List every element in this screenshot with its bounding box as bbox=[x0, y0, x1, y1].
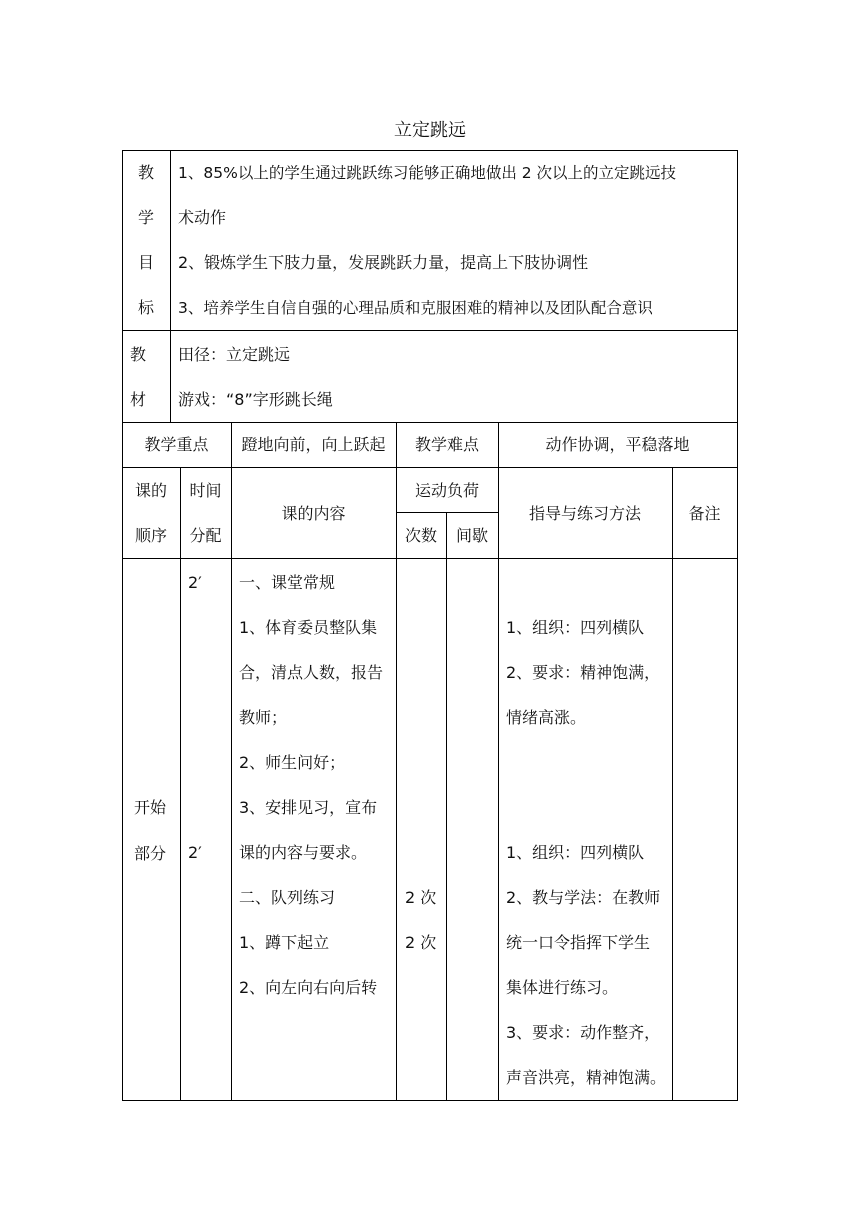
method-line: 1、组织：四列横队 bbox=[506, 843, 645, 862]
col-header-count: 次数 bbox=[404, 526, 437, 545]
count-value: 2 次 bbox=[405, 933, 437, 952]
col-header-content: 课的内容 bbox=[281, 504, 346, 523]
content-line: 1、蹲下起立 bbox=[239, 933, 330, 952]
count-value: 2 次 bbox=[405, 888, 437, 907]
row-divider bbox=[122, 422, 738, 423]
section-order: 开始 bbox=[134, 798, 167, 817]
material-header-char: 教 bbox=[130, 345, 147, 364]
section-order: 部分 bbox=[134, 844, 167, 863]
col-divider bbox=[180, 467, 181, 1101]
method-line: 声音洪亮，精神饱满。 bbox=[506, 1068, 667, 1087]
col-header-time: 时间 bbox=[189, 481, 222, 500]
key-point-label: 教学重点 bbox=[144, 435, 209, 454]
objectives-header-char: 标 bbox=[138, 298, 155, 317]
method-line: 统一口令指挥下学生 bbox=[506, 933, 651, 952]
col-header-order: 课的 bbox=[134, 481, 167, 500]
table-border-left bbox=[122, 150, 123, 1101]
col-header-note: 备注 bbox=[688, 504, 721, 523]
method-line: 2、要求：精神饱满， bbox=[506, 663, 661, 682]
col-header-load: 运动负荷 bbox=[414, 481, 479, 500]
objective-line: 术动作 bbox=[178, 208, 227, 227]
time-value: 2′ bbox=[188, 573, 202, 592]
table-border-top bbox=[122, 150, 738, 151]
method-line: 1、组织：四列横队 bbox=[506, 618, 645, 637]
row-divider bbox=[122, 558, 738, 559]
table-border-right bbox=[737, 150, 738, 1101]
row-divider bbox=[122, 330, 738, 331]
content-line: 教师； bbox=[239, 708, 288, 727]
content-line: 合，清点人数，报告 bbox=[239, 663, 384, 682]
content-line: 1、体育委员整队集 bbox=[239, 618, 378, 637]
content-line: 2、向左向右向后转 bbox=[239, 978, 378, 997]
col-divider bbox=[396, 422, 397, 1101]
method-line: 2、教与学法：在教师 bbox=[506, 888, 661, 907]
objectives-header-char: 学 bbox=[138, 208, 155, 227]
table-border-bottom bbox=[122, 1100, 738, 1101]
difficulty-value: 动作协调，平稳落地 bbox=[545, 435, 690, 454]
col-divider bbox=[446, 512, 447, 1101]
material-line: 游戏：“8”字形跳长绳 bbox=[178, 390, 333, 409]
page-title: 立定跳远 bbox=[394, 120, 466, 141]
content-line: 二、队列练习 bbox=[239, 888, 336, 907]
content-line: 3、安排见习，宣布 bbox=[239, 798, 378, 817]
col-divider bbox=[672, 467, 673, 1101]
col-header-order: 顺序 bbox=[134, 526, 167, 545]
time-value: 2′ bbox=[188, 843, 202, 862]
material-line: 田径：立定跳远 bbox=[178, 345, 291, 364]
col-divider bbox=[170, 150, 171, 423]
objective-line: 2、锻炼学生下肢力量，发展跳跃力量，提高上下肢协调性 bbox=[178, 253, 589, 272]
key-point-value: 蹬地向前，向上跃起 bbox=[241, 435, 386, 454]
col-header-time: 分配 bbox=[189, 526, 222, 545]
method-line: 情绪高涨。 bbox=[506, 708, 587, 727]
method-line: 集体进行练习。 bbox=[506, 978, 619, 997]
content-line: 一、课堂常规 bbox=[239, 573, 336, 592]
objectives-header-char: 教 bbox=[138, 163, 155, 182]
method-line: 3、要求：动作整齐， bbox=[506, 1023, 661, 1042]
material-header-char: 材 bbox=[130, 390, 147, 409]
difficulty-label: 教学难点 bbox=[414, 435, 479, 454]
content-line: 2、师生问好； bbox=[239, 753, 346, 772]
content-line: 课的内容与要求。 bbox=[239, 843, 368, 862]
row-divider bbox=[122, 467, 738, 468]
objectives-header-char: 目 bbox=[138, 253, 155, 272]
objective-line: 1、85%以上的学生通过跳跃练习能够正确地做出 2 次以上的立定跳远技 bbox=[178, 164, 677, 182]
row-divider bbox=[396, 512, 498, 513]
col-header-interval: 间歇 bbox=[455, 526, 488, 545]
objective-line: 3、培养学生自信自强的心理品质和克服困难的精神以及团队配合意识 bbox=[178, 299, 653, 317]
col-header-method: 指导与练习方法 bbox=[528, 504, 641, 523]
